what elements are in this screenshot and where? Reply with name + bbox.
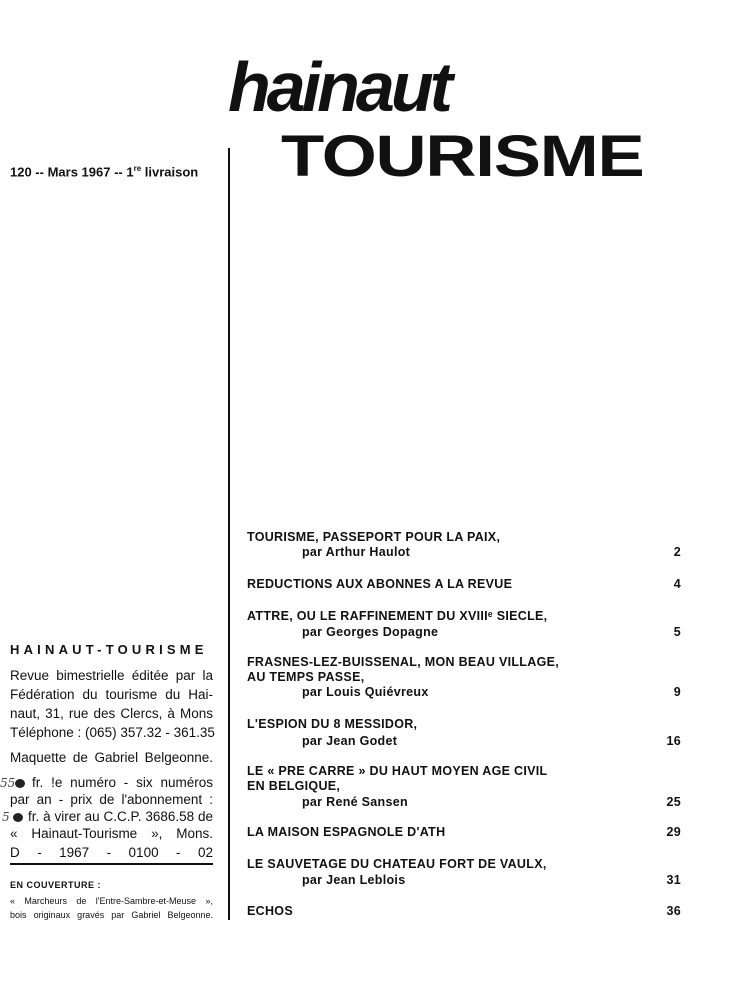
toc-page: 4 bbox=[673, 577, 681, 591]
cover-caption: « Marcheurs de l'Entre-Sambre-et-Meuse », bbox=[10, 896, 213, 906]
publication-code bbox=[10, 845, 213, 861]
toc-author: par Georges Dopagne bbox=[302, 625, 439, 639]
toc-title[interactable]: LA MAISON ESPAGNOLE D'ATH bbox=[247, 825, 446, 839]
colophon-design: Maquette de Gabriel Belgeonne. bbox=[10, 750, 213, 765]
toc-title[interactable]: REDUCTIONS AUX ABONNES A LA REVUE bbox=[247, 577, 513, 591]
toc-title[interactable]: ATTRE, OU LE RAFFINEMENT DU XVIIIᵉ SIECLE, bbox=[247, 609, 548, 623]
colophon-heading: HAINAUT-TOURISME bbox=[10, 642, 208, 657]
colophon-line: naut, 31, rue des Clercs, à Mons bbox=[10, 706, 213, 721]
issue-info bbox=[10, 164, 198, 179]
toc-page: 16 bbox=[666, 734, 681, 748]
toc-page: 5 bbox=[673, 625, 681, 639]
column-divider bbox=[228, 148, 230, 920]
ink-blot bbox=[13, 809, 23, 824]
handwritten-price: 55 bbox=[0, 776, 16, 790]
toc-page: 25 bbox=[666, 795, 681, 809]
toc-title-line2[interactable]: EN BELGIQUE, bbox=[247, 779, 341, 793]
ink-blot bbox=[15, 775, 25, 790]
toc-author: par Louis Quiévreux bbox=[302, 685, 429, 699]
code-part: - bbox=[37, 845, 42, 860]
issue-sup: re bbox=[133, 164, 142, 173]
logo-hainaut: hainaut bbox=[228, 48, 449, 126]
toc-title[interactable]: LE SAUVETAGE DU CHATEAU FORT DE VAULX, bbox=[247, 857, 547, 871]
toc-title[interactable]: FRASNES-LEZ-BUISSENAL, MON BEAU VILLAGE, bbox=[247, 655, 560, 669]
colophon-line: Téléphone : (065) 357.32 - 361.35 bbox=[10, 725, 215, 740]
toc-page: 31 bbox=[666, 873, 681, 887]
code-part: - bbox=[176, 845, 181, 860]
price-line: « Hainaut-Tourisme », Mons. bbox=[10, 826, 213, 841]
price-line: par an - prix de l'abonnement : bbox=[10, 792, 213, 807]
code-part: - bbox=[106, 845, 112, 860]
code-part: 02 bbox=[197, 845, 213, 860]
colophon-line: Fédération du tourisme du Hai- bbox=[10, 687, 213, 702]
colophon-line: Revue bimestrielle éditée par la bbox=[10, 668, 213, 683]
toc-page: 29 bbox=[666, 825, 681, 839]
logo-tourisme: TOURISME bbox=[281, 124, 644, 189]
issue-suffix: livraison bbox=[141, 164, 199, 180]
toc-author: par Jean Godet bbox=[302, 734, 398, 748]
price-line: fr. !e numéro - six numéros bbox=[32, 775, 213, 790]
toc-title-line2[interactable]: AU TEMPS PASSE, bbox=[247, 670, 365, 684]
cover-caption: bois originaux gravés par Gabriel Belgeonne. bbox=[10, 910, 213, 920]
code-part: D bbox=[10, 845, 20, 860]
divider bbox=[10, 863, 213, 865]
toc-title[interactable]: ECHOS bbox=[247, 904, 293, 918]
toc-page: 9 bbox=[673, 685, 681, 699]
handwritten-price: 5 bbox=[2, 810, 10, 824]
price-line: fr. à virer au C.C.P. 3686.58 de bbox=[28, 809, 213, 824]
toc-author: par René Sansen bbox=[302, 795, 408, 809]
toc-page: 2 bbox=[673, 545, 681, 559]
code-part: 0100 bbox=[128, 845, 159, 860]
toc-title[interactable]: LE « PRE CARRE » DU HAUT MOYEN AGE CIVIL bbox=[247, 764, 548, 778]
toc-author: par Arthur Haulot bbox=[302, 545, 411, 559]
issue-number: 120 -- Mars 1967 -- 1 bbox=[10, 164, 134, 180]
toc-page: 36 bbox=[666, 904, 681, 918]
toc-title[interactable]: L'ESPION DU 8 MESSIDOR, bbox=[247, 717, 418, 731]
toc-title[interactable]: TOURISME, PASSEPORT POUR LA PAIX, bbox=[247, 530, 501, 544]
toc-author: par Jean Leblois bbox=[302, 873, 406, 887]
cover-heading: EN COUVERTURE : bbox=[10, 880, 102, 890]
code-part: 1967 bbox=[59, 845, 90, 860]
